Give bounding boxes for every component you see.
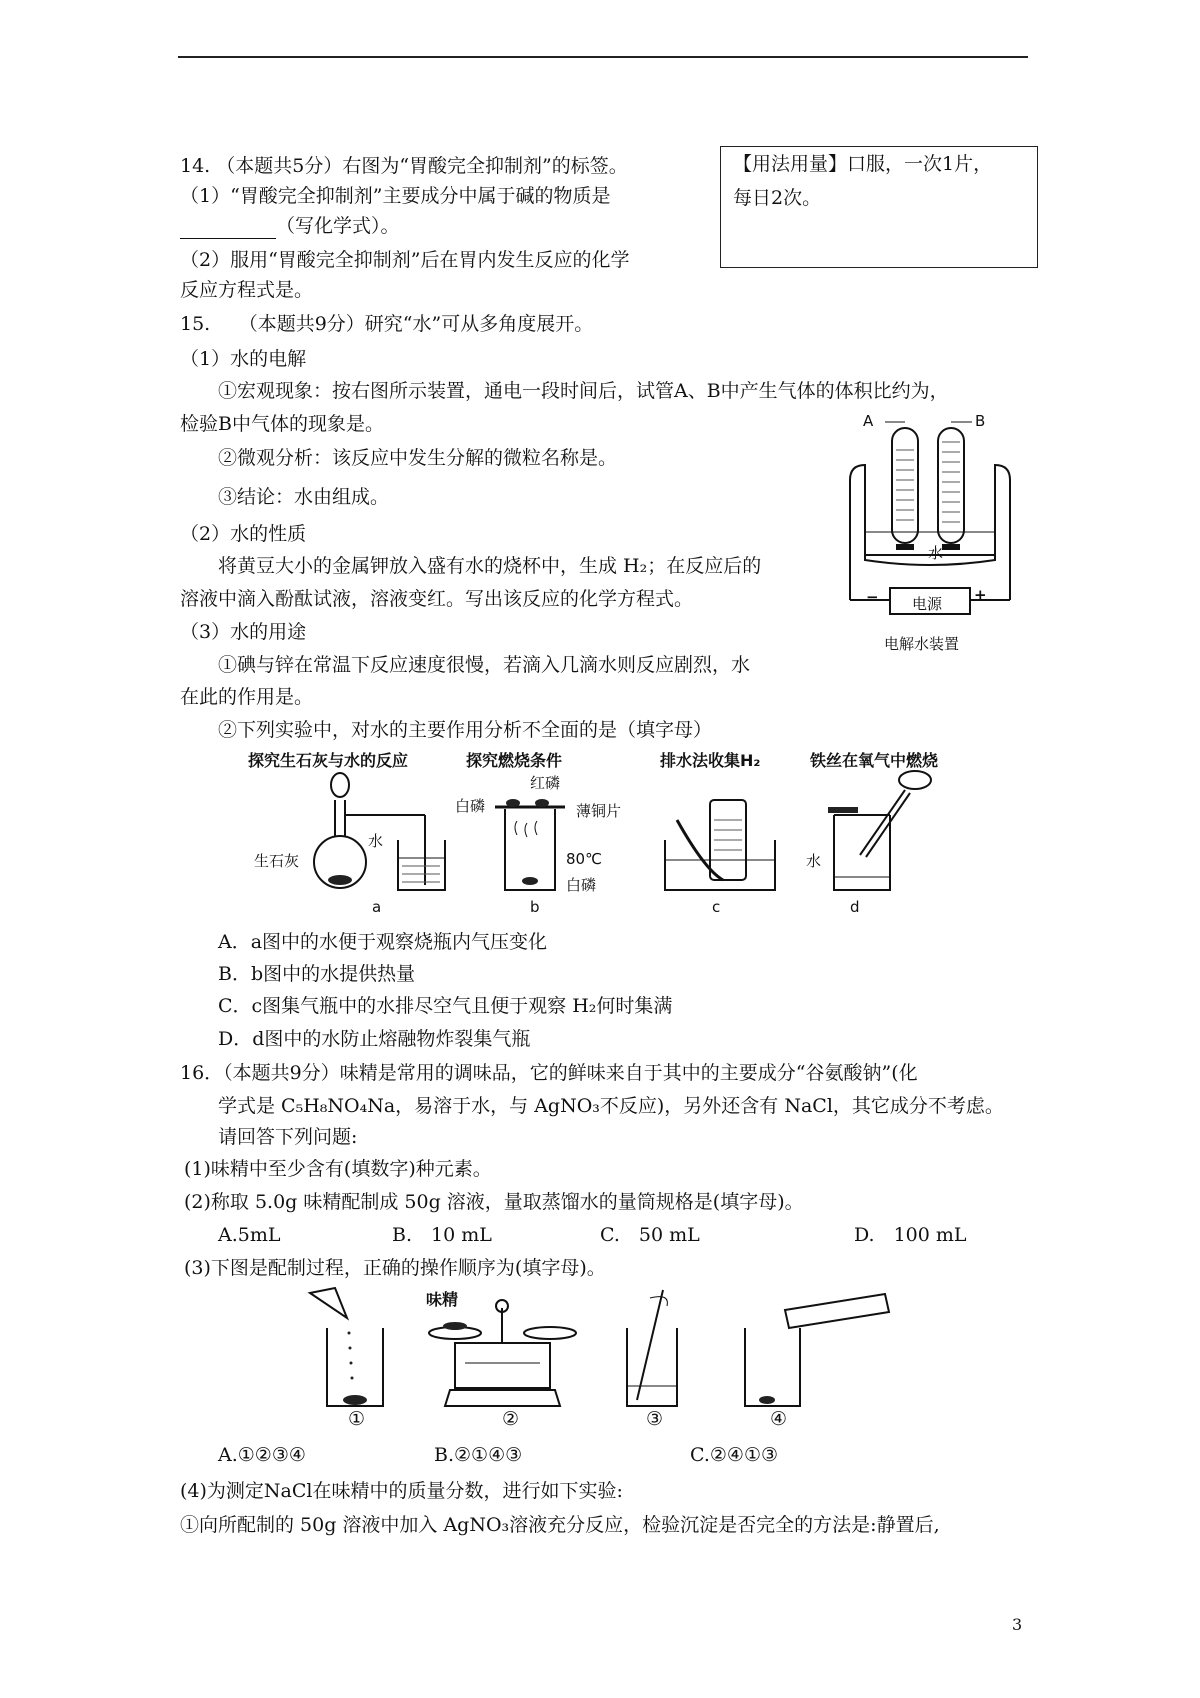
q16-line1: 16．（本题共9分）味精是常用的调味品，它的鲜味来自于其中的主要成分“谷氨酸钠”(化 xyxy=(180,1062,918,1084)
q16-part2-option-c: C. 50 mL xyxy=(600,1224,700,1246)
q15-s3a: ①碘与锌在常温下反应速度很慢，若滴入几滴水则反应剧烈，水 xyxy=(218,654,751,676)
solution-prep-figure xyxy=(305,1288,885,1413)
answer-blank xyxy=(180,220,276,239)
q14-line5: 反应方程式是。 xyxy=(180,279,314,301)
q16-part2-option-b: B. 10 mL xyxy=(392,1224,492,1246)
q15-s2a: 将黄豆大小的金属钾放入盛有水的烧杯中，生成 H₂；在反应后的 xyxy=(218,555,762,577)
exp-b-copper-plate: 薄铜片 xyxy=(576,802,622,820)
q15-option-a: A．a图中的水便于观察烧瓶内气压变化 xyxy=(218,931,548,953)
q14-line2: （1）“胃酸完全抑制剂”主要成分中属于碱的物质是 xyxy=(180,185,611,207)
fig-number-3: ③ xyxy=(646,1408,664,1430)
q15-option-c: C．c图集气瓶中的水排尽空气且便于观察 H₂何时集满 xyxy=(218,995,673,1017)
q16-line2: 学式是 C₅H₈NO₄Na，易溶于水，与 AgNO₃不反应)，另外还含有 NaCl，其它成分不考虑。 xyxy=(218,1095,1004,1117)
q15-s3: （3）水的用途 xyxy=(180,621,307,643)
tube-a-label: A xyxy=(863,412,874,430)
exp-d-letter: d xyxy=(850,898,860,916)
q15-s1a2: 检验B中气体的现象是。 xyxy=(180,413,384,435)
electrolysis-caption: 电解水装置 xyxy=(884,635,960,653)
exp-a-title: 探究生石灰与水的反应 xyxy=(248,751,409,770)
exp-a-water-label: 水 xyxy=(368,832,384,850)
exp-a-lime-label: 生石灰 xyxy=(254,852,300,870)
q15-s1a: ①宏观现象：按右图所示装置，通电一段时间后，试管A、B中产生气体的体积比约为， xyxy=(218,380,949,402)
exp-c-figure xyxy=(665,800,780,895)
q15-title: 15. （本题共9分）研究“水”可从多角度展开。 xyxy=(180,313,594,335)
q16-part3-option-a: A.①②③④ xyxy=(218,1444,306,1466)
minus-terminal: − xyxy=(866,588,879,606)
q16-part3-option-b: B.②①④③ xyxy=(434,1444,523,1466)
exp-c-title: 排水法收集H₂ xyxy=(660,751,761,770)
fig-number-2: ② xyxy=(502,1408,520,1430)
q16-part2: (2)称取 5.0g 味精配制成 50g 溶液，量取蒸馏水的量筒规格是(填字母)。 xyxy=(184,1191,804,1213)
exp-c-letter: c xyxy=(712,898,721,916)
exp-b-white-phosphorus-bottom: 白磷 xyxy=(566,876,597,894)
q16-part4: (4)为测定NaCl在味精中的质量分数，进行如下实验: xyxy=(180,1480,623,1502)
exp-b-temperature: 80℃ xyxy=(566,850,602,868)
label-dosage-line2: 每日2次。 xyxy=(733,187,822,209)
plus-terminal: + xyxy=(974,586,987,604)
tube-b-label: B xyxy=(975,412,986,430)
exp-b-title: 探究燃烧条件 xyxy=(466,751,563,770)
fig-number-1: ① xyxy=(348,1408,366,1430)
q16-part3-option-c: C.②④①③ xyxy=(690,1444,779,1466)
exp-a-figure xyxy=(290,770,440,900)
water-label: 水 xyxy=(928,544,944,562)
page-number: 3 xyxy=(1012,1615,1023,1634)
exp-d-water-label: 水 xyxy=(806,852,822,870)
q15-s2: （2）水的性质 xyxy=(180,523,307,545)
exp-b-white-phosphorus-top: 白磷 xyxy=(455,797,486,815)
q15-option-b: B．b图中的水提供热量 xyxy=(218,963,416,985)
medicine-label-box xyxy=(720,146,1038,268)
exp-b-red-phosphorus: 红磷 xyxy=(530,774,561,792)
q14-line1: 14. （本题共5分）右图为“胃酸完全抑制剂”的标签。 xyxy=(180,155,628,177)
exp-d-title: 铁丝在氧气中燃烧 xyxy=(810,751,939,770)
exp-a-letter: a xyxy=(372,898,382,916)
q15-option-d: D．d图中的水防止熔融物炸裂集气瓶 xyxy=(218,1028,531,1050)
q16-part4a: ①向所配制的 50g 溶液中加入 AgNO₃溶液充分反应，检验沉淀是否完全的方法是:静置后, xyxy=(180,1514,940,1536)
q14-line4: （2）服用“胃酸完全抑制剂”后在胃内发生反应的化学 xyxy=(180,249,630,271)
q15-s1: （1）水的电解 xyxy=(180,348,307,370)
q15-s2b: 溶液中滴入酚酞试液，溶液变红。写出该反应的化学方程式。 xyxy=(180,588,694,610)
q16-part1: (1)味精中至少含有(填数字)种元素。 xyxy=(184,1158,492,1180)
q14-line3: （写化学式）。 xyxy=(180,213,400,239)
q15-s1c: ③结论：水由组成。 xyxy=(218,486,390,508)
exp-b-letter: b xyxy=(530,898,540,916)
header-rule xyxy=(178,56,1028,58)
exp-d-figure xyxy=(820,765,950,900)
q16-part2-option-d: D. 100 mL xyxy=(854,1224,967,1246)
q15-s1b: ②微观分析：该反应中发生分解的微粒名称是。 xyxy=(218,447,618,469)
weijing-label: 味精 xyxy=(426,1290,459,1309)
fig-number-4: ④ xyxy=(770,1408,788,1430)
q16-part3: (3)下图是配制过程，正确的操作顺序为(填字母)。 xyxy=(184,1257,606,1279)
q15-s3b: 在此的作用是。 xyxy=(180,686,314,708)
q16-part2-option-a: A.5mL xyxy=(218,1224,281,1246)
power-source-label: 电源 xyxy=(912,595,943,613)
q16-line3: 请回答下列问题: xyxy=(218,1126,358,1148)
label-dosage-line1: 【用法用量】口服，一次1片， xyxy=(733,153,993,175)
q15-s3c: ②下列实验中，对水的主要作用分析不全面的是（填字母） xyxy=(218,719,713,741)
